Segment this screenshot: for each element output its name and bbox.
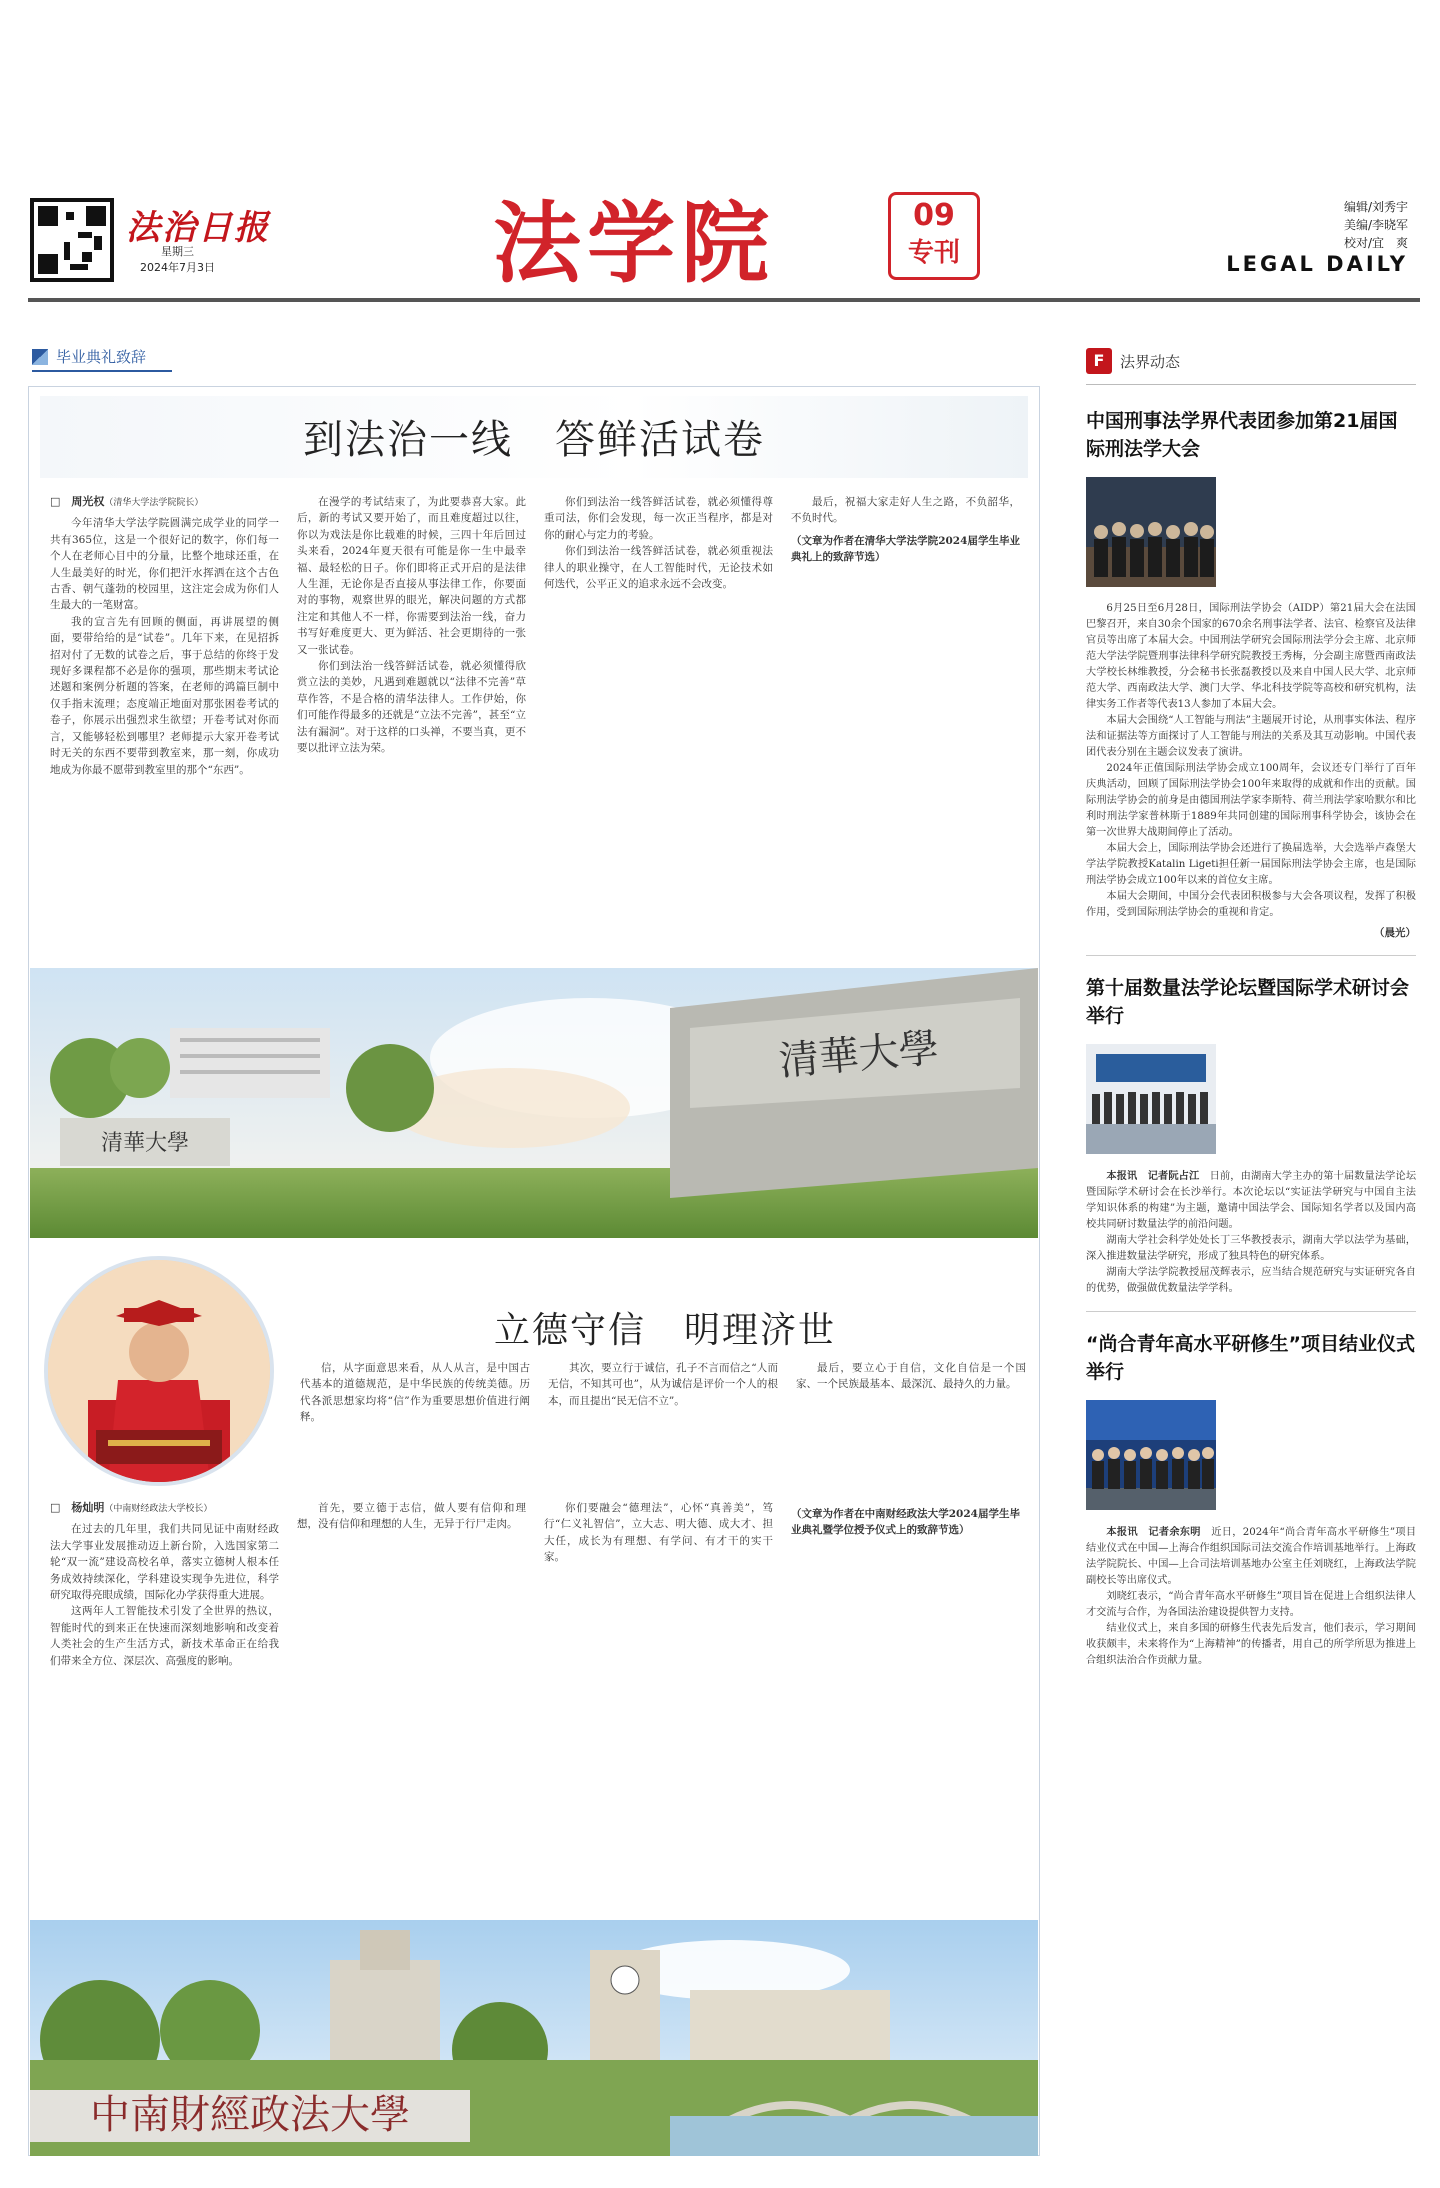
gate-inscription-right: 清華大學 xyxy=(777,1025,941,1085)
news2-body: 本报讯 记者阮占江 日前，由湖南大学主办的第十届数量法学论坛暨国际学术研讨会在长沙举行。本次论坛以“实证法学研究与中国自主法学知识体系的构建”为主题，邀请中国法学会、国际知名学者以及国内高校共同研讨数量法学的前沿问题。 湖南大学社会科学处处长丁三华教授表示，湖南大学以法学为基础，深入推进数量法学研究，形成了独具特色的研究体系。 湖南大学法学院教授屈茂辉表示，应当结合规范研究与实证研究各自的优势，做强做优数量法学学科。 xyxy=(1086,1170,1417,1294)
article1-author: □ 周光权（清华大学法学院院长） xyxy=(50,495,204,508)
zuel-gate-inscription: 中南財經政法大學 xyxy=(90,2092,410,2138)
news3-photo xyxy=(1086,1400,1216,1510)
article1-title: 到法治一线 答鲜活试卷 xyxy=(303,417,765,463)
article2-col4-top: 最后，要立心于自信，文化自信是一个国家、一个民族最基本、最深沉、最持久的力量。 xyxy=(796,1362,1026,1391)
masthead-rule xyxy=(28,298,1420,302)
article2-body xyxy=(50,1500,1020,1910)
news-label-rule xyxy=(1086,384,1416,385)
section-title: 法学院 xyxy=(493,192,776,295)
news1-photo xyxy=(1086,477,1216,587)
article2-col3: 你们要融会“德理法”，心怀“真善美”，笃行“仁义礼智信”，立大志、明大德、成大才、担大任，成长为有理想、有学问、有才干的实干家。 xyxy=(544,1502,773,1564)
issue-badge: 09 专刊 xyxy=(888,192,980,280)
news3-title[interactable]: “尚合青年高水平研修生”项目结业仪式举行 xyxy=(1086,1333,1415,1383)
news-divider-2 xyxy=(1086,1311,1416,1312)
news-sidebar xyxy=(1086,346,1416,1669)
news2-photo xyxy=(1086,1044,1216,1154)
article2-title: 立德守信 明理济世 xyxy=(493,1310,836,1351)
news2-title[interactable]: 第十届数量法学论坛暨国际学术研讨会举行 xyxy=(1086,977,1410,1027)
section-square-icon xyxy=(32,349,48,365)
editor-credits: 编辑/刘秀宇 美编/李晓军 校对/宜 爽 xyxy=(1343,200,1408,250)
article2-note: （文章为作者在中南财经政法大学2024届学生毕业典礼暨学位授予仪式上的致辞节选） xyxy=(791,1508,1020,1537)
article1-note: （文章为作者在清华大学法学院2024届学生毕业典礼上的致辞节选） xyxy=(791,534,1020,564)
qr-code[interactable] xyxy=(30,198,114,282)
article1-col3: 你们到法治一线答鲜活试卷，就必须懂得尊重司法，你们会发现，每一次正当程序，都是对你的耐心与定力的考验。 你们到法治一线答鲜活试卷，就必须重视法律人的职业操守，在人工智能时代，无论技术如何迭代，公平正义的追求永远不会改变。 xyxy=(544,496,773,591)
article1-col4: 最后，祝福大家走好人生之路，不负韶华，不负时代。 （文章为作者在清华大学法学院2024届学生毕业典礼上的致辞节选） xyxy=(791,494,1020,960)
zuel-campus-photo xyxy=(30,1920,1038,2156)
speaker-portrait xyxy=(44,1256,274,1486)
article2-col4 xyxy=(791,1500,1020,1910)
section-label: 毕业典礼致辞 xyxy=(32,346,146,367)
article1-body xyxy=(50,494,1020,960)
brand-logo: 法治日报 xyxy=(126,208,270,248)
article2-col3-top: 其次，要立行于诚信，孔子不言而信之“人而无信，不知其可也”，从为诚信是评价一个人的根本，而且提出“民无信不立”。 xyxy=(548,1362,778,1407)
article2-col2-top: 信，从字面意思来看，从人从言，是中国古代基本的道德规范，是中华民族的传统美德。历代各派思想家均将“信”作为重要思想价值进行阐释。 xyxy=(300,1362,530,1424)
news3-body: 本报讯 记者余东明 近日，2024年“尚合青年高水平研修生”项目结业仪式在中国—上海合作组织国际司法交流合作培训基地举行。上海政法学院院长、中国—上合司法培训基地办公室主任刘晓红，上海政法学院副校长等出席仪式。 刘晓红表示，“尚合青年高水平研修生”项目旨在促进上合组织法律人才交流与合作，为各国法治建设提供智力支持。 结业仪式上，来自多国的研修生代表先后发言，他们表示，学习期间收获颇丰，未来将作为“上海精神”的传播者，用自己的所学所思为推进上合组织法治合作贡献力量。 xyxy=(1086,1526,1417,1666)
article1-col2: 在漫学的考试结束了，为此要恭喜大家。此后，新的考试又要开始了，而且难度超过以往，你以为戏法是你比载难的时候，三四十年后回过头来看，2024年夏天很有可能是你一生中最幸福、最轻松的日子。你们即将正式开启的是法律人生涯，无论你是否直接从事法律工作，你要面对的事物，观察世界的眼光，解决问题的方式都注定和其他人不一样，你需要到法治一线，奋力书写好难度更大、更为鲜活、社会更期待的一张又一张试卷。 你们到法治一线答鲜活试卷，就必须懂得欣赏立法的美妙，凡遇到难题就以“法律不完善”草草作答，不是合格的清华法律人。工作伊始，你们可能作得最多的还就是“立法不完善”，甚至“立法有漏洞”。对于这样的口头禅，不要当真，更不要以批评立法为荣。 xyxy=(297,496,526,755)
news-section-label: F 法界动态 xyxy=(1086,346,1416,376)
masthead xyxy=(28,190,1420,295)
article1-col1: □ 周光权（清华大学法学院院长） 今年清华大学法学院圆满完成学业的同学一共有365位，这是一个很好记的数字，你们每一个人在老师心目中的分量，比整个地球还重，在人生最美好的时光，你们把汗水挥洒在这个古色古香、朝气蓬勃的校园里，这注定会成为你们人生最大的一笔财富。 我的宣言先有回顾的侧面，再讲展望的侧面，要带给给的是“试卷”。几年下来，在见招拆招对付了无数的试卷之后，事于总结的你终于发现好多课程都不必是你的强项，那些期末考试论述题和案例分析题的答案，在老师的鸿篇巨制中仅手指末流理；态度端正地面对那张困卷考试的卷子，你展示出强烈求生欲望；开卷考试对你而言，又能够轻松到哪里？老师提示大家开卷考试时无关的东西不要带到教室来，那一刻，你成功地成为你最不愿带到教室里的那个“东西”。 xyxy=(50,495,279,776)
news1-signature: （晨光） xyxy=(1374,927,1416,939)
section-label-underline xyxy=(32,370,172,372)
news-divider-1 xyxy=(1086,955,1416,956)
news1-body: 6月25日至6月28日，国际刑法学协会（AIDP）第21届大会在法国巴黎召开，来自30余个国家的670余名刑事法学者、法官、检察官及法律官员等出席了本届大会。中国刑法学研究会国际刑法学分会主席、北京师范大学法学院暨刑事法律科学研究院教授王秀梅，分会副主席暨西南政法大学校长林维教授，分会秘书长张磊教授以及来自中国人民大学、北京师范大学、西南政法大学、澳门大学、华北科技学院等高校和研究机构，法律实务工作者等代表13人参加了本届大会。 本届大会围绕“人工智能与刑法”主题展开讨论，从刑事实体法、程序法和证据法等方面探讨了人工智能与刑法的关系及其互动影响。中国代表团代表分别在主题会议发表了演讲。 2024年正值国际刑法学协会成立100周年，会议还专门举行了百年庆典活动，回顾了国际刑法学协会100年来取得的成就和作出的贡献。国际刑法学协会的前身是由德国刑法学家李斯特、荷兰刑法学家哈默尔和比利时刑法学家普林斯于1889年共同创建的国际刑事科学协会，该协会在第一次世界大战期间停止了活动。 本届大会上，国际刑法学协会还进行了换届选举，大会选举卢森堡大学法学院教授Katalin Ligeti担任新一届国际刑法学协会主席，也是国际刑法学协会成立100年以来的首位女主席。 本届大会期间，中国分会代表团积极参与大会各项议程，发挥了积极作用，受到国际刑法学协会的重视和肯定。 （晨光） xyxy=(1086,603,1416,939)
news1-title[interactable]: 中国刑事法学界代表团参加第21届国际刑法学大会 xyxy=(1086,410,1398,460)
article2-author: □ 杨灿明（中南财经政法大学校长） xyxy=(50,1501,213,1514)
gate-inscription-left: 清華大學 xyxy=(100,1131,190,1156)
legal-daily-wordmark: LEGAL DAILY xyxy=(1226,252,1408,276)
article2-col1: □ 杨灿明（中南财经政法大学校长） 在过去的几年里，我们共同见证中南财经政法大学事业发展推动迈上新台阶，入选国家第二轮“双一流”建设高校名单，落实立德树人根本任务成效持续深化，学科建设实现争先进位，科学研究取得亮眼成绩，国际化办学获得重大进展。 这两年人工智能技术引发了全世界的热议，智能时代的到来正在快速而深刻地影响和改变着人类社会的生产生活方式，新技术革命正在给我们带来全方位、深层次、高强度的影响。 xyxy=(50,1501,279,1667)
tsinghua-photo xyxy=(30,968,1038,1238)
masthead-date: 星期三 2024年7月3日 xyxy=(140,245,215,274)
law-news-icon: F xyxy=(1086,348,1112,374)
article2-col2: 首先，要立德于志信，做人要有信仰和理想，没有信仰和理想的人生，无异于行尸走肉。 xyxy=(297,1502,526,1531)
